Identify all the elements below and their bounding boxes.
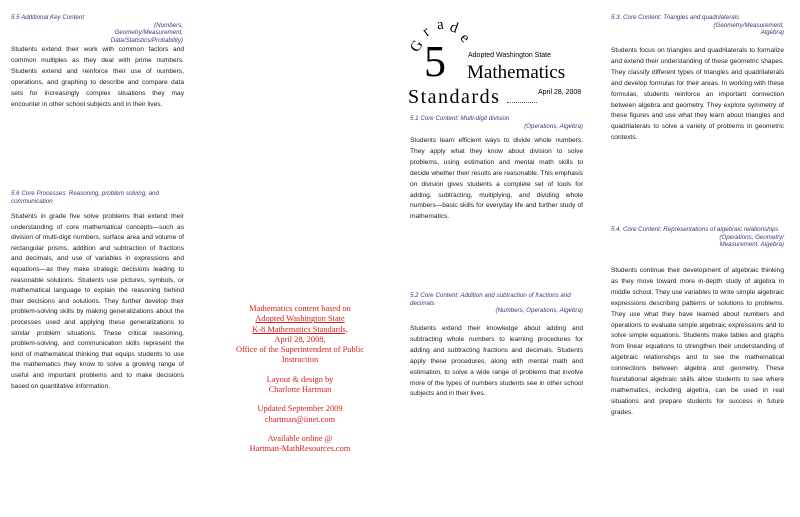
- dotted-divider: [507, 102, 537, 103]
- section-tag: (Numbers,: [154, 21, 183, 29]
- credits-line: Adopted Washington State: [255, 314, 345, 324]
- credits-line: Mathematics content based on: [249, 304, 351, 313]
- available-label: Available online @: [267, 433, 333, 443]
- grade-number: 5: [424, 37, 446, 86]
- section-heading-text: 5.6 Core Processes: Reasoning, problem solving, and communication: [11, 190, 159, 205]
- section-tag: Data/Statistics/Probability): [110, 36, 183, 44]
- credits-block: [220, 304, 380, 464]
- cover-title: [404, 10, 604, 115]
- grade-letter: a: [435, 16, 445, 34]
- section-5-3-heading: [611, 14, 784, 37]
- section-heading-text: 5.1 Core Content: Multi-digit division: [410, 115, 510, 122]
- section-5-4-body: Students continue their development of algebraic thinking as they move toward more in-depth study of algebra in middle school. They use variables to write simple algebraic expressions describing patterns or solutions to problems. They use what they have learned about numbers and operations to evaluate simple algebraic expressions and to solve simple equations. Students make tables and graphs from linear equations to strengthen their understanding of algebraic relationships and to see the mathematical connections between algebra and geometry. These foundational algebraic skills allow students to see where mathematics, including algebra, can be used in real situations and prepare students for success in future grades.: [611, 267, 784, 416]
- section-5-5-body: Students extend their work with common factors and common multiples as they deal with prime numbers. Students extend and reinforce their use of numbers, operations, and graphing to describe and compare data sets for increasingly complex situations they may encounter in other school subjects and in their lives.: [11, 46, 184, 108]
- mathematics-title: Mathematics: [467, 62, 566, 83]
- section-heading-text: 5.4. Core Content: Representations of algebraic relationships: [611, 226, 779, 233]
- grade-letter: r: [419, 24, 433, 41]
- section-5-6-heading: [11, 190, 161, 205]
- grade-letter: d: [447, 19, 461, 37]
- section-heading-text: 5.5 Additional Key Content: [11, 14, 85, 21]
- author-email[interactable]: chartman@iinet.com: [264, 414, 336, 424]
- grade-letter: e: [456, 30, 473, 47]
- section-tag: (Operations, Geometry/: [719, 233, 784, 241]
- standards-title: Standards: [408, 86, 501, 108]
- credits-line: Office of the Superintendent of Public Instruction: [236, 345, 364, 365]
- credits-line: K-8 Mathematics Standards,: [252, 324, 348, 334]
- section-5-5-heading: [11, 14, 183, 44]
- section-tag: Measurement, Algebra): [719, 241, 784, 249]
- section-5-1-body: Students learn efficient ways to divide whole numbers. They apply what they know about division to solve problems, using estimation and mental math skills to decide whether their results are reasonable. This emphasis on division gives students a complete set of tools for adding, subtracting, multiplying, and dividing whole numbers—basic skills for everyday life and further study of mathematics.: [410, 137, 583, 221]
- grade-letter: G: [407, 37, 427, 55]
- section-tag: (Geometry/Measurement,: [713, 21, 784, 29]
- section-tag: (Numbers, Operations, Algebra): [495, 307, 583, 315]
- section-5-4-heading: [611, 226, 784, 249]
- section-tag: Algebra): [760, 29, 784, 37]
- section-5-1-heading: [410, 115, 583, 130]
- section-tag: (Operations, Algebra): [524, 122, 583, 130]
- section-tag: Geometry/Measurement,: [114, 29, 183, 37]
- adopted-label: Adopted Washington State: [468, 52, 552, 59]
- cover-date: April 28, 2008: [538, 89, 582, 96]
- author-name: Charlotte Hartman: [268, 385, 332, 395]
- updated-label: Updated September 2009: [257, 404, 343, 414]
- section-heading-text: 5.2 Core Content: Addition and subtraction of fractions and decimals: [410, 292, 571, 307]
- credits-line: April 28, 2008,: [274, 334, 326, 344]
- section-5-2-body: Students extend their knowledge about adding and subtracting whole numbers to learning procedures for adding and subtracting fractions and decimals. Students apply these procedures, along with mental math and estimation, to solve a wide range of problems that involve more of the types of numbers students see in other school subjects and in their lives.: [410, 325, 583, 398]
- layout-label: Layout & design by: [266, 374, 334, 384]
- section-5-2-heading: [410, 292, 583, 315]
- section-heading-text: 5.3. Core Content: Triangles and quadrilaterals: [611, 14, 740, 21]
- section-5-3-body: Students focus on triangles and quadrilaterals to formalize and extend their understanding of these geometric shapes. They classify different types of triangles and quadrilaterals and develop formulas for their areas. In working with these formulas, students reinforce an important connection between algebra and geometry. They explore symmetry of these figures and use what they learn about triangles and quadrilaterals to solve a variety of problems in geometric contexts.: [611, 47, 784, 142]
- website-link[interactable]: Hartman-MathResources.com: [249, 444, 351, 454]
- section-5-6-body: Students in grade five solve problems that extend their understanding of core mathematical concepts—such as division of multi-digit numbers, surface area and volume of rectangular prisms, addition and subtraction of fractions and decimals, and use of variables in expressions and equations—as they make strategic decisions leading to reasonable solutions. Students use pictures, symbols, or mathematical language to explain the reasoning behind their decisions and solutions. They further develop their problem-solving skills by making generalizations about the processes used and applying these generalizations to similar problem situations. These critical reasoning, problem-solving, and communication skills represent the kind of mathematical thinking that equips students to use the mathematics they know to solve a growing range of useful and important problems and to make decisions based on quantitative information.: [11, 213, 184, 390]
